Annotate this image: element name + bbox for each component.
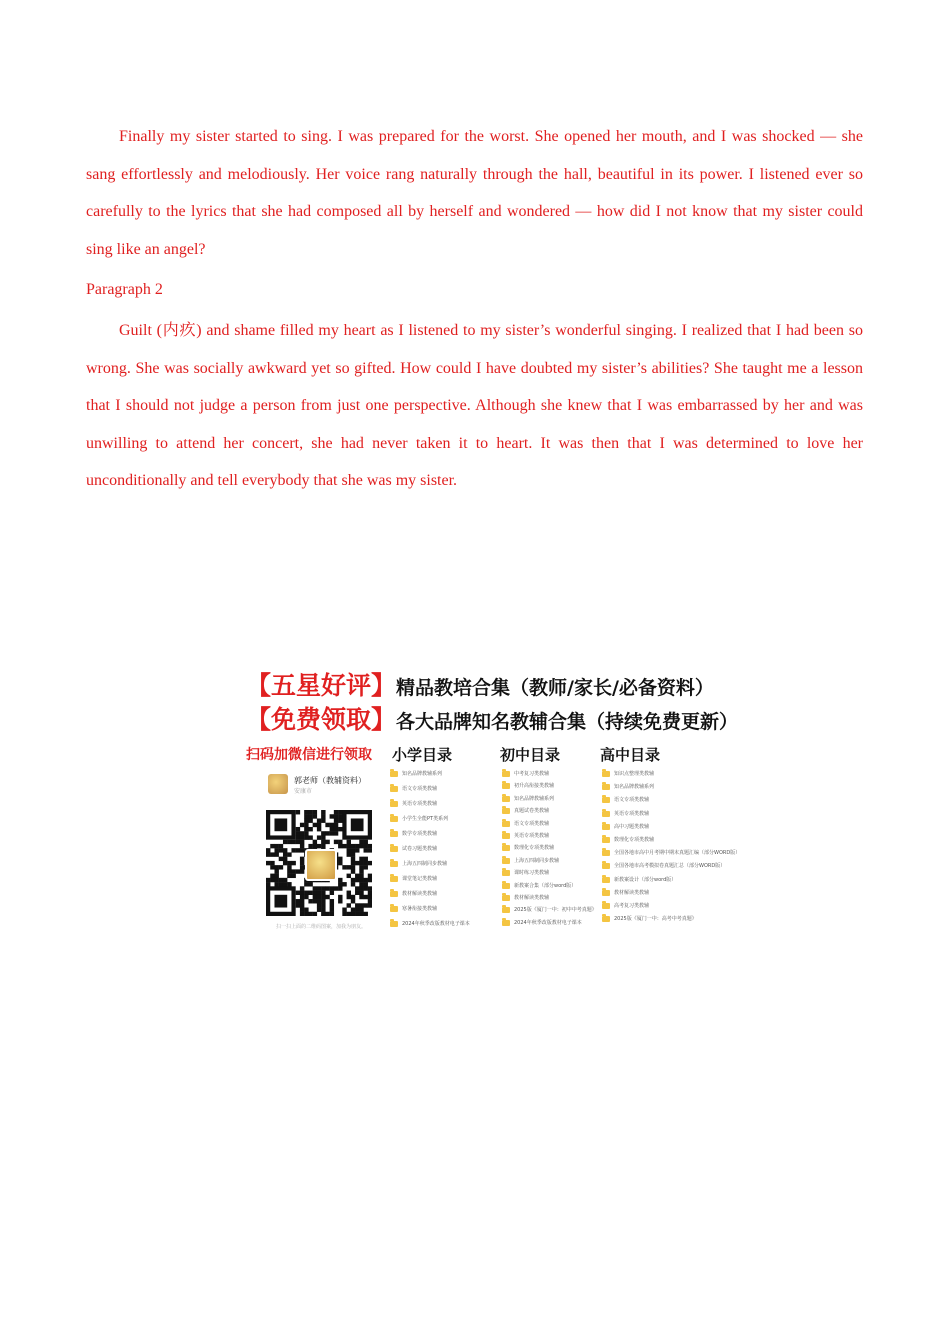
- folder-icon: [502, 796, 510, 802]
- catalog-item-label: 上海五四制同步教辅: [402, 861, 448, 867]
- catalog-item-label: 2025版《厦门一中：初中中考真题》: [514, 907, 597, 914]
- catalog-item: [390, 903, 502, 918]
- folder-icon: [390, 906, 398, 912]
- catalog-item: [502, 880, 614, 892]
- catalog-item-label: 高考复习类教辅: [614, 902, 650, 909]
- qr-center-logo: [305, 849, 337, 881]
- promo-headline-2: [246, 700, 738, 736]
- catalog-item: [390, 798, 502, 813]
- catalog-item-label: 课堂笔记类教辅: [402, 876, 438, 882]
- folder-icon: [502, 883, 510, 889]
- catalog-item: [390, 843, 502, 858]
- folder-icon: [502, 920, 510, 926]
- catalog-item-label: 试卷习题类教辅: [402, 846, 438, 852]
- profile-name: 郭老师（教辅资料）: [294, 776, 366, 785]
- scan-instruction: 扫码加微信进行领取: [246, 747, 372, 763]
- catalog-item-label: 语文专项类教辅: [402, 786, 438, 792]
- promo-headline-2-red: 【免费领取】: [246, 705, 397, 734]
- folder-icon: [390, 891, 398, 897]
- folder-icon: [602, 890, 610, 896]
- catalog-item: [390, 828, 502, 843]
- profile-location: 安康市: [294, 788, 313, 795]
- folder-icon: [602, 850, 610, 856]
- catalog-item: [602, 847, 741, 860]
- paragraph-1: Finally my sister started to sing. I was prepared for the worst. She opened her mouth, and I was shocked — she sang effortlessly and melodiously. Her voice rang naturally through the hall, beautiful in its power. I listened ever so carefully to the lyrics that she had composed all by herself and wondered — how did I not know that my sister could sing like an angel?: [86, 128, 863, 258]
- catalog-item: [502, 805, 614, 817]
- catalog-item-label: 真题试卷类教辅: [514, 808, 550, 815]
- catalog-item: [602, 834, 714, 847]
- catalog-item-label: 知识点整理类教辅: [614, 771, 655, 777]
- catalog-item: [602, 794, 714, 807]
- catalog-item-label: 数学专项类教辅: [402, 831, 438, 837]
- folder-icon: [602, 797, 610, 803]
- folder-icon: [502, 783, 510, 789]
- catalog-item-label: 小学生全能PT类系列: [402, 816, 449, 822]
- promo-banner: [246, 662, 741, 934]
- folder-icon: [602, 863, 610, 869]
- folder-icon: [390, 846, 398, 852]
- catalog-item-label: 全国各地市高考模拟卷真题汇总（部分WORD版）: [614, 863, 726, 870]
- catalog-item: [602, 808, 714, 821]
- catalog-item-label: 知名品牌教辅系列: [514, 795, 555, 802]
- folder-icon: [390, 771, 398, 777]
- catalog-item-label: 新教案设计（部分word版）: [614, 876, 677, 883]
- catalog-item: [502, 892, 614, 904]
- promo-headline-1: [246, 666, 714, 702]
- catalog-item-label: 语文专项类教辅: [614, 797, 650, 804]
- catalog-item: [602, 768, 714, 781]
- promo-headline-1-black: 精品教培合集（教师/家长/必备资料）: [396, 677, 714, 699]
- folder-icon: [602, 824, 610, 830]
- catalog-item-label: 语文专项类教辅: [514, 820, 550, 827]
- folder-icon: [602, 771, 610, 777]
- document-body: [86, 118, 863, 500]
- folder-icon: [390, 831, 398, 837]
- catalog-item-label: 英语专项类教辅: [614, 810, 650, 817]
- catalog-item: [390, 783, 502, 798]
- folder-icon: [390, 816, 398, 822]
- catalog-item-label: 教材解读类教辅: [402, 891, 438, 897]
- folder-icon: [602, 877, 610, 883]
- catalog-item-label: 英语专项类教辅: [402, 801, 438, 807]
- folder-icon: [502, 907, 510, 913]
- catalog-item: [502, 855, 614, 867]
- catalog-item: [602, 874, 714, 887]
- catalog-item: [390, 873, 502, 888]
- catalog-column-senior: [602, 768, 741, 926]
- catalog-item: [602, 887, 714, 900]
- catalog-item-label: 知名品牌教辅系列: [614, 784, 655, 791]
- column-title-junior: 初中目录: [500, 746, 561, 764]
- catalog-item: [602, 900, 714, 913]
- catalog-item: [502, 842, 614, 854]
- catalog-item-label: 课时练习类教辅: [514, 870, 550, 877]
- paragraph-heading: Paragraph 2: [86, 281, 163, 298]
- folder-icon: [502, 858, 510, 864]
- profile-card: [268, 774, 378, 798]
- catalog-item-label: 数理化专项类教辅: [614, 836, 655, 843]
- catalog-item: [502, 917, 614, 929]
- catalog-item-label: 上海五四制同步教辅: [514, 857, 560, 864]
- catalog-item-label: 2025版《厦门一中：高考中考真题》: [614, 916, 697, 923]
- folder-icon: [602, 811, 610, 817]
- catalog-item: [390, 813, 502, 828]
- catalog-column-junior: [502, 768, 614, 929]
- paragraph-2: Guilt (内疚) and shame filled my heart as I listened to my sister’s wonderful singing. I realized that I had been so wrong. She was socially awkward yet so gifted. How could I have doubted my sister’s abilities? She taught me a lesson that I should not judge a person from just one perspective. Although she knew that I was embarrassed by her and was unwilling to attend her concert, she had never taken it to heart. It was then that I was determined to love her unconditionally and tell everybody that she was my sister.: [86, 322, 863, 489]
- catalog-item: [502, 780, 614, 792]
- catalog-item-label: 英语专项类教辅: [514, 832, 550, 839]
- avatar: [268, 774, 288, 794]
- folder-icon: [602, 903, 610, 909]
- folder-icon: [502, 808, 510, 814]
- catalog-item: [502, 830, 614, 842]
- catalog-item: [602, 913, 714, 926]
- catalog-item: [390, 768, 502, 783]
- folder-icon: [602, 784, 610, 790]
- folder-icon: [602, 916, 610, 922]
- catalog-item-label: 新教案合集（部分word版）: [514, 882, 577, 889]
- catalog-item: [502, 793, 614, 805]
- catalog-item-label: 教材解读类教辅: [514, 894, 550, 901]
- catalog-item-label: 高中习题类教辅: [614, 823, 650, 830]
- catalog-item: [390, 918, 502, 933]
- folder-icon: [502, 895, 510, 901]
- catalog-item: [502, 818, 614, 830]
- catalog-item: [502, 768, 614, 780]
- catalog-item-label: 数理化专项类教辅: [514, 845, 555, 852]
- catalog-item-label: 寒暑衔接类教辅: [402, 906, 438, 912]
- folder-icon: [390, 786, 398, 792]
- folder-icon: [390, 921, 398, 927]
- qr-code: [266, 810, 372, 916]
- folder-icon: [390, 876, 398, 882]
- folder-icon: [390, 861, 398, 867]
- catalog-item: [502, 904, 614, 916]
- column-title-senior: 高中目录: [600, 746, 661, 764]
- folder-icon: [502, 845, 510, 851]
- folder-icon: [390, 801, 398, 807]
- catalog-item: [390, 858, 502, 873]
- catalog-item-label: 初升高衔接类教辅: [514, 783, 555, 790]
- catalog-item: [602, 860, 726, 873]
- qr-caption: 扫一扫上面的二维码图案，加我为朋友。: [276, 924, 367, 930]
- catalog-item: [502, 867, 614, 879]
- column-title-primary: 小学目录: [392, 746, 453, 764]
- catalog-item-label: 2024年秋季改版教材电子课本: [514, 919, 582, 926]
- catalog-item: [390, 888, 502, 903]
- promo-headline-1-red: 【五星好评】: [246, 671, 397, 700]
- folder-icon: [502, 771, 510, 777]
- catalog-item: [602, 781, 714, 794]
- catalog-item-label: 知名品牌教辅系列: [402, 771, 443, 777]
- folder-icon: [502, 833, 510, 839]
- folder-icon: [602, 837, 610, 843]
- catalog-item-label: 全国各地市高中月考期中期末真题汇编（部分WORD版）: [614, 850, 741, 857]
- promo-headline-2-black: 各大品牌知名教辅合集（持续免费更新）: [396, 711, 739, 733]
- folder-icon: [502, 870, 510, 876]
- catalog-item: [602, 821, 714, 834]
- catalog-item-label: 2024年秋季改版教材电子课本: [402, 921, 470, 927]
- catalog-item-label: 教材解读类教辅: [614, 889, 650, 896]
- catalog-column-primary: [390, 768, 502, 933]
- folder-icon: [502, 821, 510, 827]
- catalog-item-label: 中考复习类教辅: [514, 771, 550, 777]
